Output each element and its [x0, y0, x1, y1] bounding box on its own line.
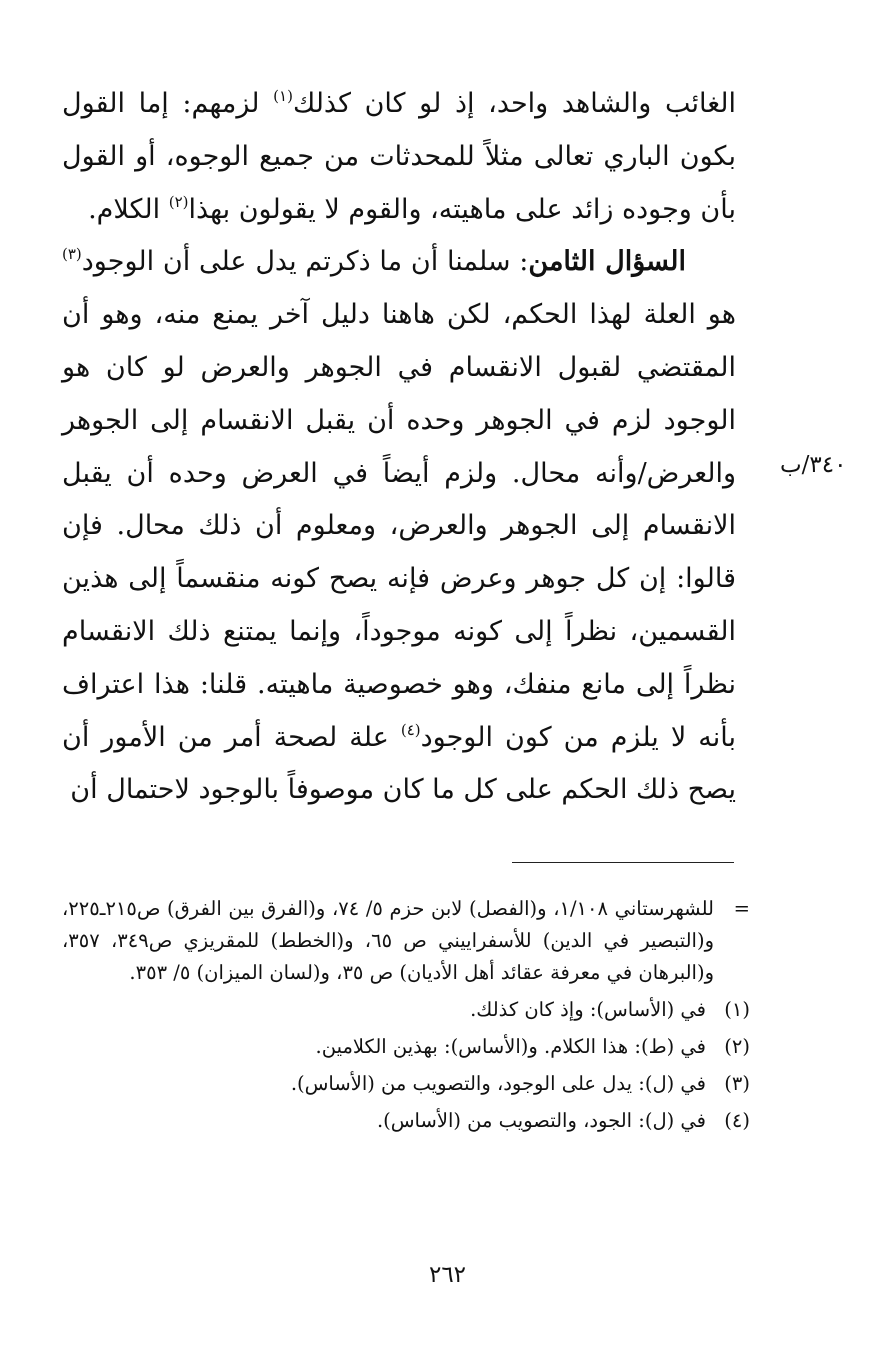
manuscript-folio-note: ٣٤٠/ب — [780, 452, 847, 478]
footnote-continuation-text: للشهرستاني ١/١٠٨، و(الفصل) لابن حزم ٥/ ٧٤، و(الفرق بين الفرق) ص٢١٥ـ٢٢٥، و(التبصير في الدين) للأسفراييني ص ٦٥، و(الخطط) للمقريزي ص٣٤٩، ٣٥٧، و(البرهان في معرفة عقائد أهل الأديان) ص ٣٥، و(لسان الميزان) ٥/ ٣٥٣. — [62, 897, 714, 984]
footnote-text: في (ل): يدل على الوجود، والتصويب من (الأساس). — [290, 1072, 706, 1095]
footnote-2 — [62, 1031, 750, 1063]
footnote-number: (٣) — [724, 1072, 750, 1095]
footnote-divider — [512, 862, 734, 863]
footnote-text: في (الأساس): وإذ كان كذلك. — [470, 998, 706, 1021]
page-number: ٢٦٢ — [428, 1262, 467, 1288]
footnote-4 — [62, 1105, 750, 1137]
footnote-ref-4[interactable]: (٤) — [400, 720, 421, 739]
footnote-continuation — [62, 893, 750, 989]
footnote-ref-2[interactable]: (٢) — [168, 192, 189, 211]
footnote-text: في (ط): هذا الكلام. و(الأساس): بهذين الكلامين. — [315, 1035, 706, 1058]
footnote-ref-3[interactable]: (٣) — [62, 245, 82, 264]
footnote-1 — [62, 994, 750, 1026]
main-text — [62, 78, 736, 817]
paragraph-2: السؤال الثامن: سلمنا أن ما ذكرتم يدل على أن الوجود$^{(٣)}$ هو العلة لهذا الحكم، لكن هاهنا دليل آخر يمنع منه، وهو أن المقتضي لقبول الانقسام في الجوهر والعرض لو كان هو الوجود لزم في الجوهر وحده أن يقبل الانقسام إلى الجوهر والعرض/وأنه محال. ولزم أيضاً في العرض وحده أن يقبل الانقسام إلى الجوهر والعرض، ومعلوم أن ذلك محال. فإن قالوا: إن كل جوهر وعرض فإنه يصح كونه منقسماً إلى هذين القسمين، نظراً إلى كونه موجوداً، وإنما يمتنع ذلك الانقسام نظراً إلى مانع منفك، وهو خصوصية ماهيته. قلنا: هذا اعتراف بأنه لا يلزم من كون الوجود$^{(٤)}$ علة لصحة أمر من الأمور أن يصح ذلك الحكم على كل ما كان موصوفاً بالوجود لاحتمال أن — [62, 245, 736, 806]
footnote-number: (١) — [724, 998, 750, 1021]
question-title: السؤال الثامن — [528, 246, 686, 278]
continuation-mark: = — [733, 897, 750, 920]
footnote-number: (٢) — [724, 1035, 750, 1058]
footnote-ref-1[interactable]: (١) — [273, 87, 293, 105]
footnote-text: في (ل): الجود، والتصويب من (الأساس). — [376, 1109, 706, 1132]
footnote-3 — [62, 1068, 750, 1100]
footnotes — [62, 893, 750, 1137]
paragraph-1: الغائب والشاهد واحد، إذ لو كان كذلك$^{(١)}$ لزمهم: إما القول بكون الباري تعالى مثلاً للمحدثات من جميع الوجوه، أو القول بأن وجوده زائد على ماهيته، والقوم لا يقولون بهذا$^{(٢)}$ الكلام. — [62, 87, 736, 225]
footnote-number: (٤) — [724, 1109, 750, 1132]
